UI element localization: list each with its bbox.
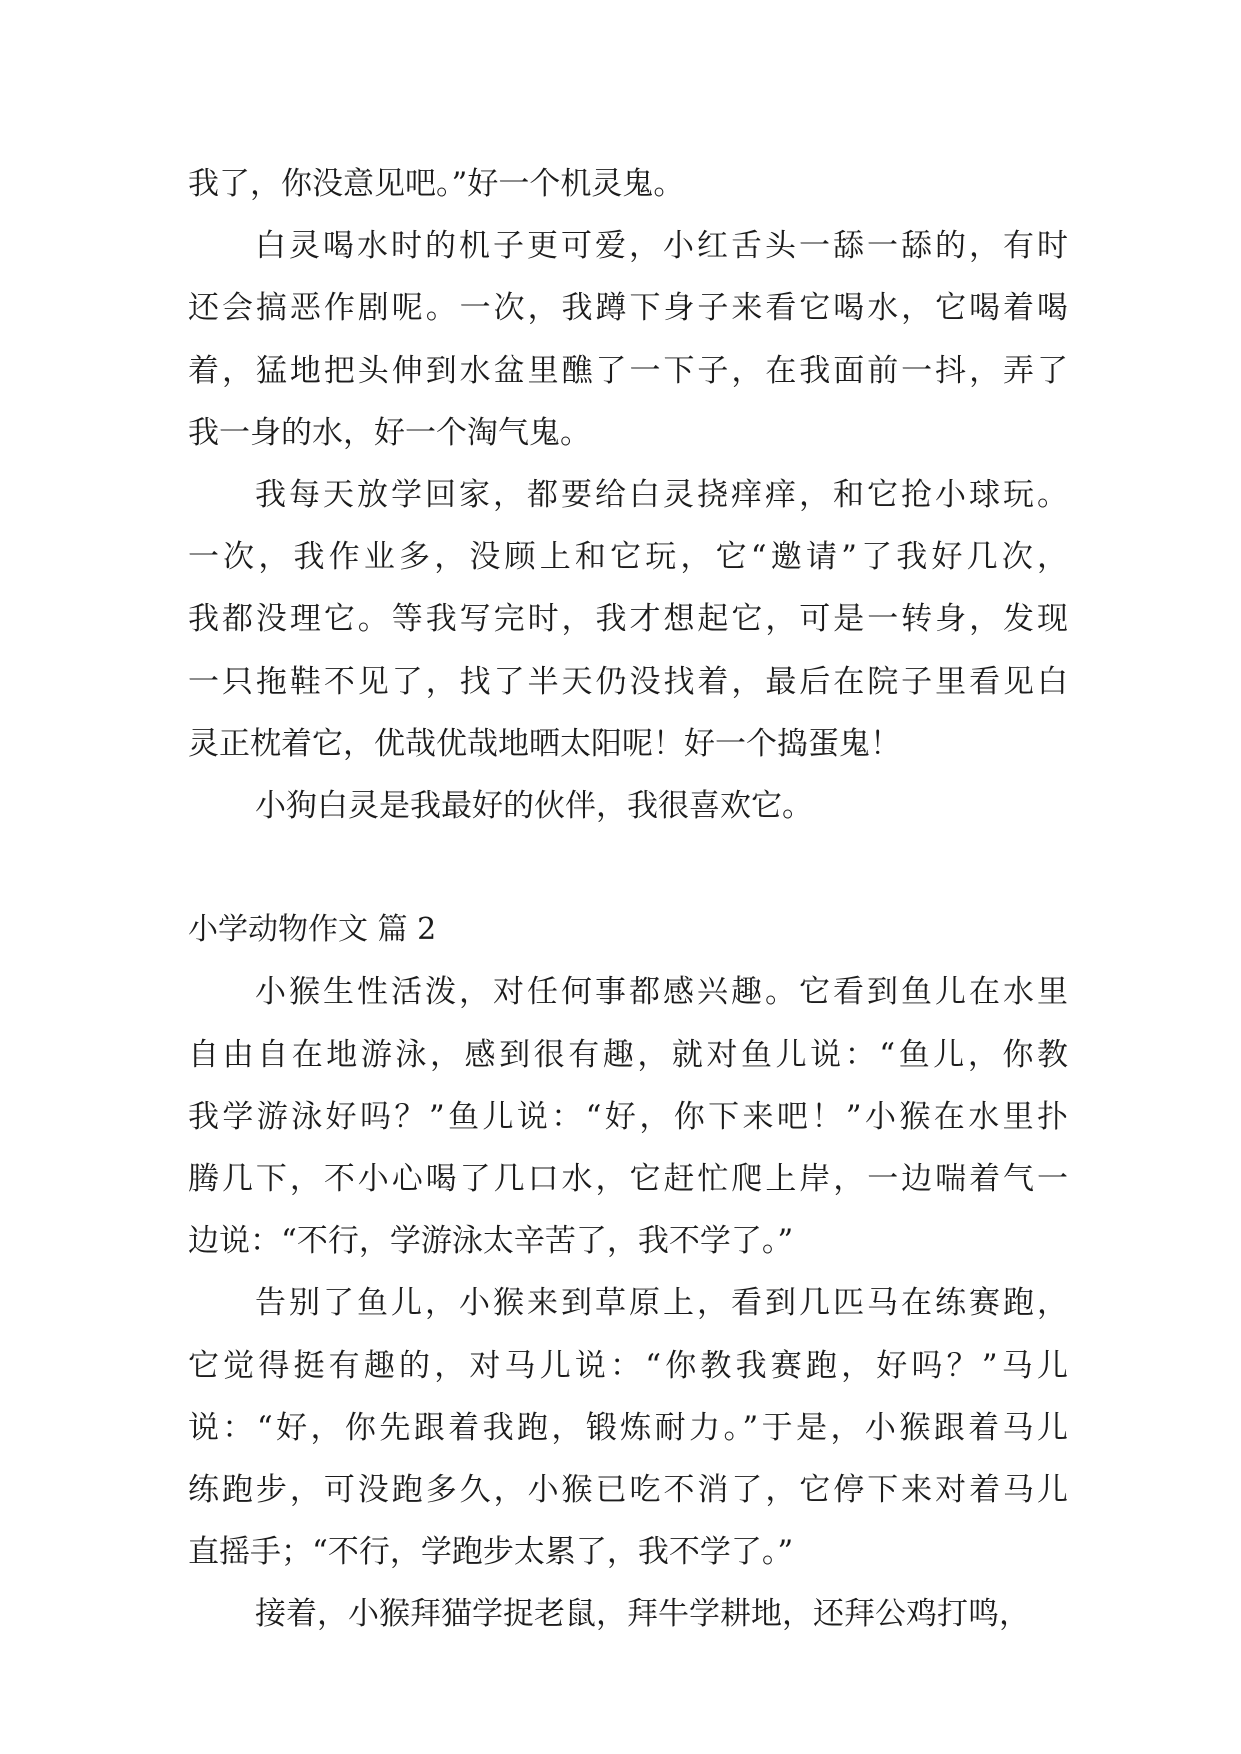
paragraph-line: 我了，你没意见吧。”好一个机灵鬼。 — [188, 166, 685, 202]
paragraph-line: 我一身的水，好一个淘气鬼。 — [188, 414, 591, 451]
paragraph-line: 小狗白灵是我最好的伙伴，我很喜欢它。 — [255, 787, 813, 824]
paragraph-line: 我每天放学回家，都要给白灵挠痒痒，和它抢小球玩。 — [255, 476, 1068, 513]
paragraph-line: 我都没理它。等我写完时，我才想起它，可是一转身，发现 — [188, 601, 1068, 638]
paragraph-line: 自由自在地游泳，感到很有趣，就对鱼儿说：“鱼儿，你教 — [188, 1036, 1068, 1073]
paragraph-line: 一只拖鞋不见了，找了半天仍没找着，最后在院子里看见白 — [188, 663, 1068, 700]
paragraph-line: 一次，我作业多，没顾上和它玩，它“邀请”了我好几次， — [188, 539, 1068, 576]
paragraph-line: 直摇手；“不行，学跑步太累了，我不学了。” — [188, 1534, 794, 1571]
paragraph-line: 腾几下，不小心喝了几口水，它赶忙爬上岸，一边喘着气一 — [188, 1161, 1068, 1197]
paragraph-line: 白灵喝水时的机子更可爱，小红舌头一舔一舔的，有时 — [255, 228, 1068, 265]
paragraph-line: 接着，小猴拜猫学捉老鼠，拜牛学耕地，还拜公鸡打鸣， — [255, 1596, 1030, 1633]
section-heading: 小学动物作文 篇 2 — [188, 912, 437, 948]
document-body — [188, 153, 1068, 1646]
paragraph-line: 灵正枕着它，优哉优哉地晒太阳呢！好一个捣蛋鬼！ — [188, 725, 901, 762]
paragraph-spacer — [188, 837, 1068, 899]
paragraph-line: 还会搞恶作剧呢。一次，我蹲下身子来看它喝水，它喝着喝 — [188, 290, 1068, 327]
paragraph-line: 练跑步，可没跑多久，小猴已吃不消了，它停下来对着马儿 — [188, 1471, 1068, 1508]
paragraph-line: 小猴生性活泼，对任何事都感兴趣。它看到鱼儿在水里 — [255, 974, 1068, 1011]
paragraph-line: 说：“好，你先跟着我跑，锻炼耐力。”于是，小猴跟着马儿 — [188, 1409, 1068, 1446]
paragraph-line: 边说：“不行，学游泳太辛苦了，我不学了。” — [188, 1223, 794, 1260]
paragraph-line: 着，猛地把头伸到水盆里醮了一下子，在我面前一抖，弄了 — [188, 352, 1068, 389]
paragraph-line: 告别了鱼儿，小猴来到草原上，看到几匹马在练赛跑， — [255, 1285, 1068, 1322]
paragraph-line: 我学游泳好吗？”鱼儿说：“好，你下来吧！”小猴在水里扑 — [188, 1098, 1068, 1135]
paragraph-line: 它觉得挺有趣的，对马儿说：“你教我赛跑，好吗？”马儿 — [188, 1347, 1068, 1384]
